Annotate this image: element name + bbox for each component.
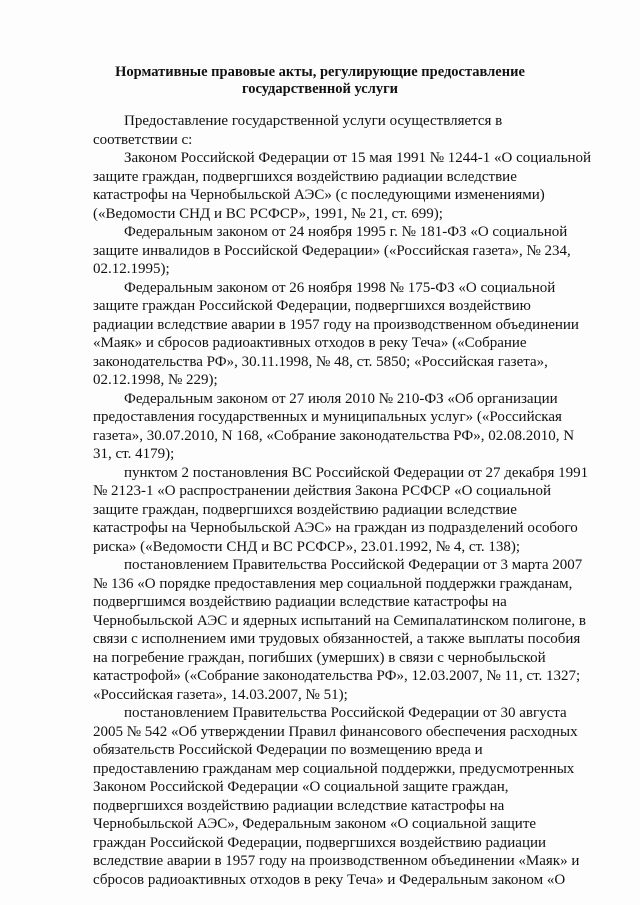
law-paragraph-181-fz: Федеральным законом от 24 ноября 1995 г. № 181-ФЗ «О социальной защите инвалидов в Российской Федерации» («Российская газета», № 234, 02.12.1995); [93,224,571,277]
document-title: Нормативные правовые акты, регулирующие предоставление государственной услуги [115,64,525,97]
resolution-paragraph-542: постановлением Правительства Российской Федерации от 30 августа 2005 № 542 «Об утверждении Правил финансового обеспечения расходных обязательств Российской Федерации по возмещению вреда и предоставлению гражданам мер социальной поддержки, предусмотренных Законом Российской Федерации «О социальной защите граждан, подвергшихся воздействию радиации вследствие катастрофы на Чернобыльской АЭС», Федеральным законом «О социальной защите граждан Российской Федерации, подвергшихся воздействию радиации вследствие аварии в 1957 году на производственном объединении «Маяк» и сбросов радиоактивных отходов в реку Теча» и Федеральным законом «О [93,705,580,888]
resolution-paragraph-136: постановлением Правительства Российской Федерации от 3 марта 2007 № 136 «О порядке предоставления мер социальной поддержки гражданам, подвергшимся воздействию радиации вследствие катастрофы на Чернобыльской АЭС и ядерных испытаний на Семипалатинском полигоне, в связи с исполнением ими трудовых обязанностей, а также выплаты пособия на погребение граждан, погибших (умерших) в связи с чернобыльской катастрофой» («Собрание законодательства РФ», 12.03.2007, № 11, ст. 1327; «Российская газета», 14.03.2007, № 51); [93,557,586,703]
document-body [93,112,599,889]
law-paragraph-210-fz: Федеральным законом от 27 июля 2010 № 210-ФЗ «Об организации предоставления государственных и муниципальных услуг» («Российская газета», 30.07.2010, N 168, «Собрание законодательства РФ», 02.08.2010, N 31, ст. 4179); [93,390,575,462]
intro-paragraph: Предоставление государственной услуги осуществляется в соответствии с: [93,113,503,148]
law-paragraph-175-fz: Федеральным законом от 26 ноября 1998 № 175-ФЗ «О социальной защите граждан Российской Федерации, подвергшихся воздействию радиации вследствие аварии в 1957 году на производственном объединении «Маяк» и сбросов радиоактивных отходов в реку Теча» («Собрание законодательства РФ», 30.11.1998, № 48, ст. 5850; «Российская газета», 02.12.1998, № 229); [93,279,579,388]
resolution-paragraph-2123-1: пунктом 2 постановления ВС Российской Федерации от 27 декабря 1991 № 2123-1 «О распространении действия Закона РСФСР «О социальной защите граждан, подвергшихся воздействию радиации вследствие катастрофы на Чернобыльской АЭС» на граждан из подразделений особого риска» («Ведомости СНД и ВС РСФСР», 23.01.1992, № 4, ст. 138); [93,464,589,555]
law-paragraph-1244-1: Законом Российской Федерации от 15 мая 1991 № 1244-1 «О социальной защите граждан, подвергшихся воздействию радиации вследствие катастрофы на Чернобыльской АЭС» (с последующими изменениями) («Ведомости СНД и ВС РСФСР», 1991, № 21, ст. 699); [93,150,592,222]
